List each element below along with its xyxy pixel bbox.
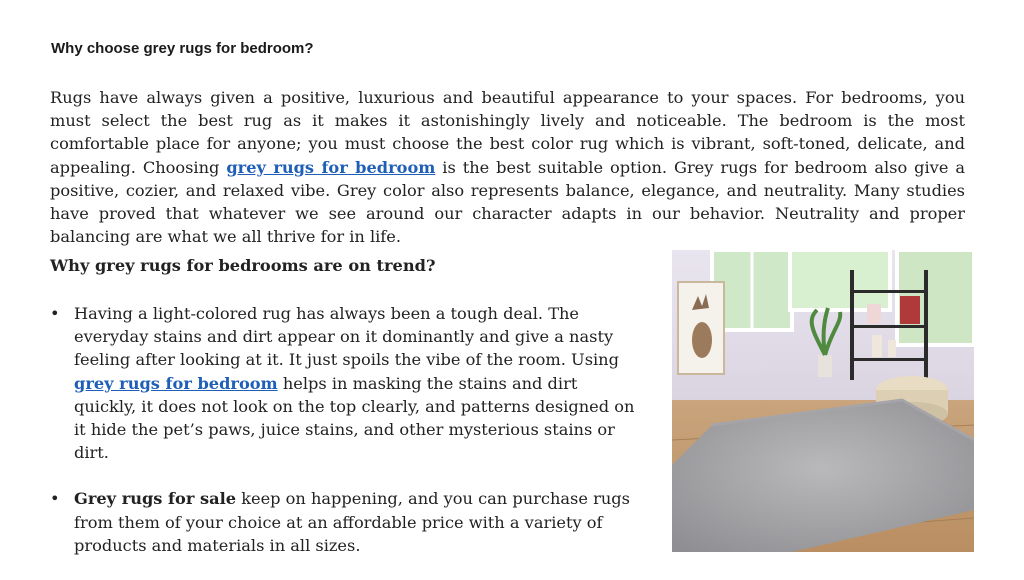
- bullet-text-1: Having a light-colored rug has always been a tough deal. The everyday stains and dirt appear on it dominantly and give a nasty feeling after looking at it. It just spoils the vibe of the room. Using: [74, 304, 619, 370]
- section-heading: Why grey rugs for bedrooms are on trend?: [50, 256, 436, 275]
- grey-rugs-link-bullet[interactable]: grey rugs for bedroom: [74, 373, 278, 393]
- bullet-list: [50, 302, 640, 580]
- bullet-marker: •: [50, 489, 60, 509]
- bullet-bold-text: Grey rugs for sale: [74, 489, 237, 509]
- grey-rug-photo: [672, 250, 974, 552]
- bullet-marker: •: [50, 304, 60, 323]
- page-heading: Why choose grey rugs for bedroom?: [51, 40, 314, 57]
- bullet-item-stains: [50, 302, 640, 464]
- bullet-text-2: helps in masking the stains and dirt quickly, it does not look on the top clearly, and patterns designed on it hide the pet’s paws, juice stains, and other mysterious stains or dirt.: [74, 373, 635, 463]
- bullet-item-sale: [50, 487, 640, 557]
- grey-rugs-link-intro[interactable]: grey rugs for bedroom: [226, 157, 436, 177]
- bullet-text-3: keep on happening, and you can purchase rugs from them of your choice at an affordable price with a variety of products and materials in all sizes.: [74, 489, 630, 555]
- intro-paragraph: [50, 86, 965, 248]
- intro-text-2: is the best suitable option. Grey rugs for bedroom also give a positive, cozier, and relaxed vibe. Grey color also represents balance, elegance, and neutrality. Many studies have proved that whatever we see around our character adapts in our behavior. Neutrality and proper balancing are what we all thrive for in life.: [50, 157, 965, 247]
- intro-text-1: Rugs have always given a positive, luxurious and beautiful appearance to your spaces. For bedrooms, you must select the best rug as it makes it astonishingly lively and noticeable. The bedroom is the most comfortable place for anyone; you must choose the best color rug which is vibrant, soft-toned, delicate, and appealing. Choosing: [50, 88, 965, 177]
